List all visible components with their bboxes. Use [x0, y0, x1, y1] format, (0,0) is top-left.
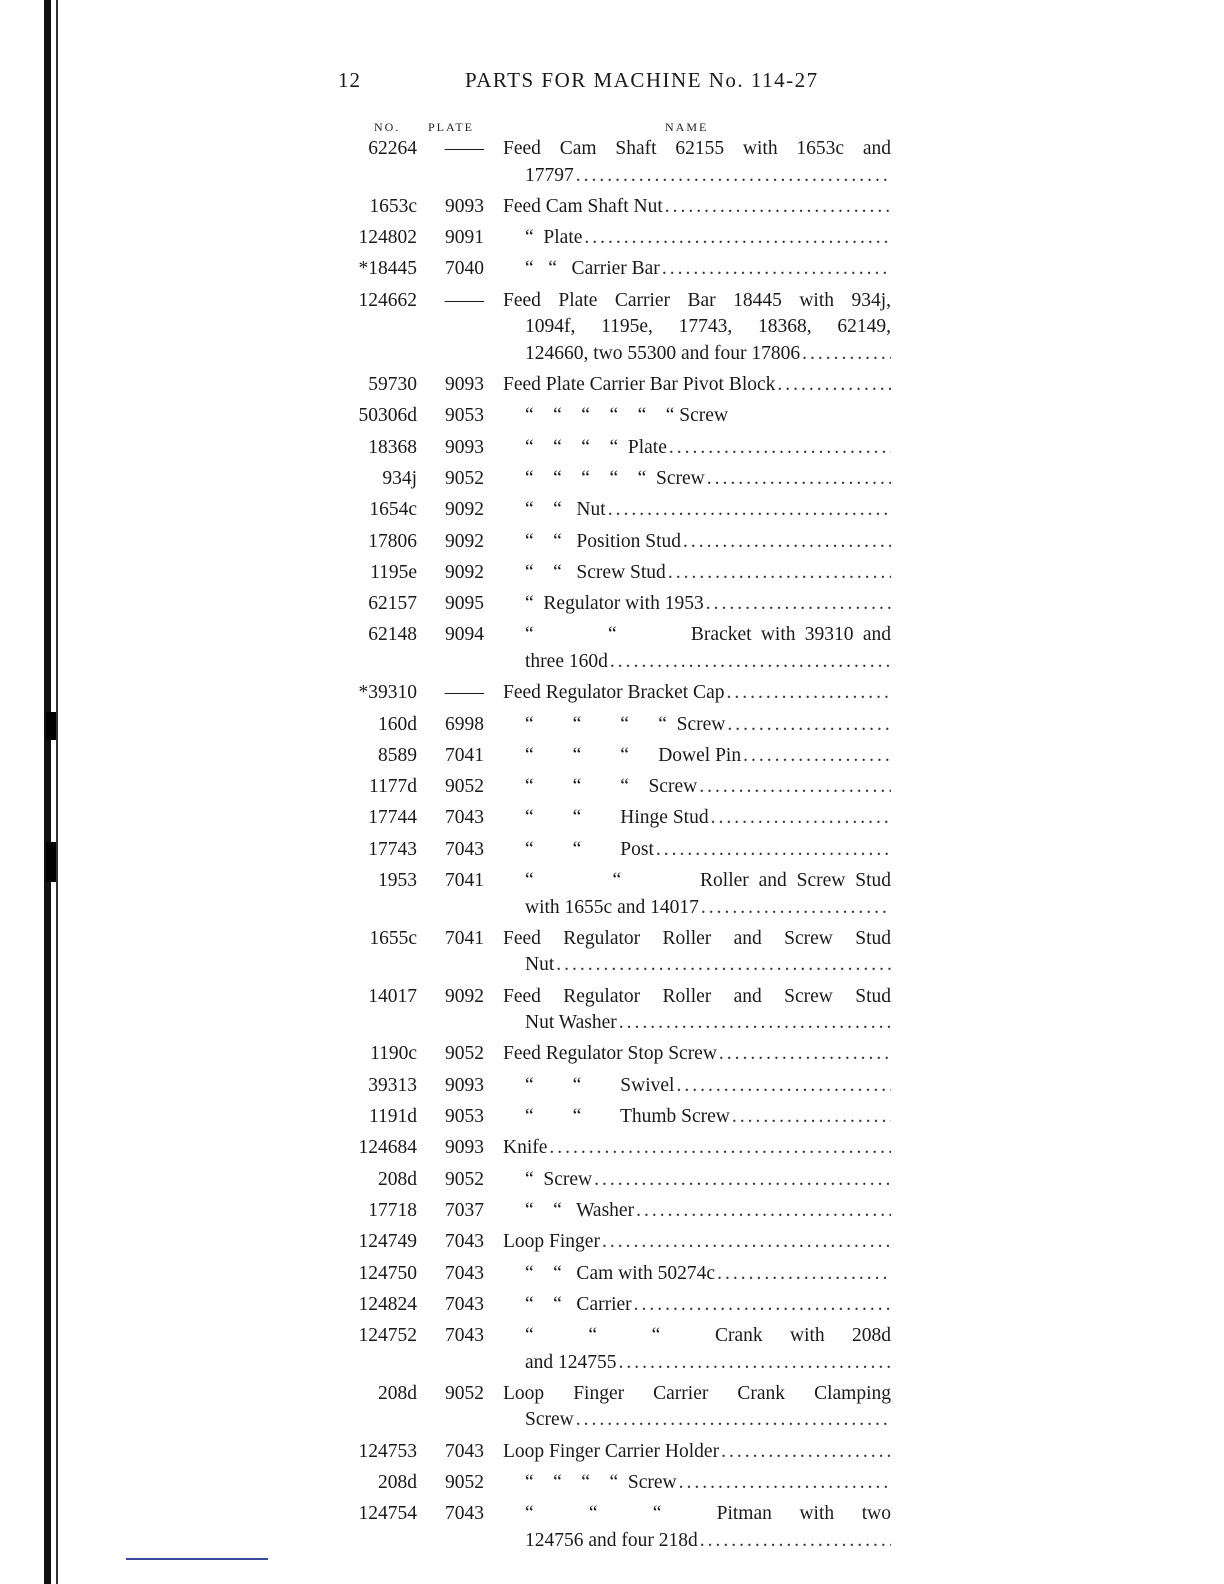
part-number: 934j: [382, 467, 417, 489]
part-name-line: “ “ Position Stud .....: [503, 529, 891, 556]
part-name: [503, 1229, 891, 1256]
plate-number: 7041: [445, 744, 484, 766]
part-name-line: with 1655c and 14017 .....: [503, 895, 891, 922]
leader-dots: [634, 1292, 891, 1319]
part-number: 1953: [378, 870, 417, 891]
part-name: [503, 1073, 891, 1100]
part-name: [503, 1439, 891, 1466]
part-number: 14017: [368, 985, 417, 1007]
part-name-line: “ “ Swivel .....: [503, 1073, 891, 1100]
part-name: [503, 1135, 891, 1162]
part-name-line: “ “ Thumb Screw .....: [503, 1104, 891, 1131]
part-name-line: “ “ Cam with 50274c .....: [503, 1261, 891, 1288]
plate-number: 7043: [445, 1503, 484, 1525]
plate-number: 9052: [445, 1382, 484, 1404]
leader-dots: [802, 341, 891, 368]
part-name: [503, 435, 891, 462]
leader-dots: [619, 1350, 891, 1377]
part-number: 124752: [358, 1325, 417, 1347]
part-name: [503, 1292, 891, 1319]
leader-dots: [706, 591, 891, 618]
plate-number: 9095: [445, 593, 484, 615]
leader-dots: [721, 1439, 891, 1466]
part-name: [503, 712, 891, 739]
part-number: 1653c: [369, 195, 417, 217]
part-name: [503, 622, 891, 675]
leader-dots: [727, 712, 891, 739]
part-number: 17718: [368, 1199, 417, 1221]
part-name-line: 17797 .....: [503, 163, 891, 190]
part-name: [503, 560, 891, 587]
part-number: 1190c: [370, 1043, 417, 1065]
leader-dots: [602, 1229, 891, 1256]
leader-dots: [610, 649, 891, 676]
part-number: 17743: [368, 838, 417, 860]
plate-number: 9052: [445, 1168, 484, 1190]
part-name: [503, 805, 891, 832]
page-title: PARTS FOR MACHINE No. 114-27: [465, 68, 819, 92]
plate-number: 7041: [445, 927, 484, 949]
scan-edge: [44, 0, 51, 1584]
part-name-line: Loop Finger Carrier Crank Clamping: [503, 1382, 891, 1404]
part-name-line: Nut Washer .....: [503, 1010, 891, 1037]
part-number: 124802: [358, 227, 417, 249]
part-name-line: Feed Cam Shaft Nut .....: [503, 194, 891, 221]
part-name-line: “ “ “ “ Screw .....: [503, 712, 891, 739]
part-number: 62264: [368, 138, 417, 159]
part-name: [503, 372, 891, 399]
footnote-rule: [126, 1558, 268, 1560]
part-name-line: “ “ “ “ Screw .....: [503, 1470, 891, 1497]
leader-dots: [726, 680, 891, 707]
part-number: 124662: [358, 289, 417, 311]
part-name-line: “ “ “ Pitman with two: [525, 1503, 891, 1525]
part-name-line: Feed Plate Carrier Bar Pivot Block .....: [503, 372, 891, 399]
part-number: 1191d: [368, 1106, 417, 1127]
part-name: [503, 591, 891, 618]
part-number: 124749: [358, 1231, 417, 1253]
leader-dots: [717, 1261, 891, 1288]
leader-dots: [584, 225, 891, 252]
part-number: 62157: [368, 593, 417, 615]
leader-dots: [707, 466, 891, 493]
part-name-line: “ “ “ Dowel Pin .....: [503, 743, 891, 770]
column-header-plate: PLATE: [428, 120, 474, 134]
plate-number: 9092: [445, 530, 484, 552]
leader-dots: [777, 372, 891, 399]
part-name: [503, 256, 891, 283]
plate-number: 9092: [445, 499, 484, 521]
part-name: [503, 1501, 891, 1554]
leader-dots: [556, 952, 891, 979]
part-name-line: “ “ “ “ “ “ Screw: [525, 405, 729, 427]
part-number: 208d: [378, 1472, 417, 1493]
part-number: 39313: [368, 1074, 417, 1096]
leader-dots: [576, 1407, 891, 1434]
plate-number: 9052: [445, 776, 484, 798]
plate-number: 9093: [445, 374, 484, 395]
part-number: 1177d: [368, 776, 417, 798]
part-name-line: “ “ Carrier Bar .....: [503, 256, 891, 283]
plate-number: 9091: [445, 227, 484, 249]
part-name: [503, 225, 891, 252]
part-name: [503, 1167, 891, 1194]
part-name-line: Feed Regulator Roller and Screw Stud: [503, 927, 891, 949]
plate-number: 7040: [445, 258, 484, 280]
leader-dots: [719, 1041, 891, 1068]
part-number: 59730: [368, 374, 417, 395]
part-name: [503, 466, 891, 493]
leader-dots: [662, 256, 891, 283]
part-name-line: “ “ Carrier .....: [503, 1292, 891, 1319]
part-name-line: three 160d .....: [503, 649, 891, 676]
leader-dots: [701, 895, 891, 922]
part-number: 50306d: [358, 405, 417, 427]
page-number: 12: [338, 68, 361, 92]
part-name: [503, 1198, 891, 1225]
leader-dots: [683, 529, 891, 556]
leader-dots: [669, 435, 891, 462]
part-name-line: “ “ “ Screw .....: [503, 774, 891, 801]
plate-number: 9092: [445, 985, 484, 1007]
part-name-line: “ “ Roller and Screw Stud: [525, 870, 891, 891]
part-name-line: Feed Regulator Roller and Screw Stud: [503, 985, 891, 1007]
part-name-line: 124660, two 55300 and four 17806 .....: [503, 341, 891, 368]
leader-dots: [619, 1010, 891, 1037]
part-name: [503, 926, 891, 979]
leader-dots: [665, 194, 891, 221]
part-number: 17806: [368, 530, 417, 552]
part-number: *18445: [358, 258, 417, 280]
leader-dots: [699, 774, 891, 801]
part-name-line: Nut .....: [503, 952, 891, 979]
plate-number: 7043: [445, 838, 484, 860]
part-name-line: Screw .....: [503, 1407, 891, 1434]
part-name-line: “ “ “ “ “ Screw .....: [503, 466, 891, 493]
leader-dots: [636, 1198, 891, 1225]
plate-number: 7041: [445, 870, 484, 891]
part-number: 18368: [368, 436, 417, 458]
part-number: 62148: [368, 624, 417, 646]
part-name-line: “ “ “ Crank with 208d: [525, 1325, 891, 1347]
leader-dots: [656, 837, 891, 864]
plate-number: 9093: [445, 1137, 484, 1159]
plate-number: 9092: [445, 561, 484, 583]
part-name: [503, 680, 891, 707]
part-name: [503, 837, 891, 864]
plate-number: 7037: [445, 1199, 484, 1221]
plate-number: 7043: [445, 1440, 484, 1462]
part-name: [503, 984, 891, 1037]
part-name-line: “ “ Screw Stud .....: [503, 560, 891, 587]
part-number: 124750: [358, 1262, 417, 1284]
part-number: 124753: [358, 1440, 417, 1462]
plate-number: 9093: [445, 195, 484, 217]
plate-number: 9053: [445, 405, 484, 427]
part-name: [503, 868, 891, 921]
plate-number: ——: [445, 289, 484, 311]
leader-dots: [668, 560, 891, 587]
plate-number: 9052: [445, 467, 484, 489]
part-number: 1654c: [369, 499, 417, 521]
part-name-line: “ “ Nut .....: [503, 497, 891, 524]
part-name-line: “ “ Washer .....: [503, 1198, 891, 1225]
leader-dots: [608, 497, 891, 524]
part-number: 208d: [378, 1168, 417, 1190]
part-number: 124684: [358, 1137, 417, 1159]
part-name-line: and 124755 .....: [503, 1350, 891, 1377]
plate-number: 9052: [445, 1043, 484, 1065]
part-name-line: 1094f, 1195e, 17743, 18368, 62149,: [525, 316, 891, 338]
leader-dots: [743, 743, 891, 770]
part-number: 8589: [378, 744, 417, 766]
leader-dots: [732, 1104, 891, 1131]
plate-number: 6998: [445, 713, 484, 735]
column-header-name: NAME: [665, 120, 709, 134]
part-name: [503, 774, 891, 801]
scan-edge-mark: [46, 712, 56, 740]
part-name: [503, 288, 891, 368]
part-name: [503, 136, 891, 189]
part-name: [503, 497, 891, 524]
part-number: 17744: [368, 807, 417, 829]
part-number: 124824: [358, 1293, 417, 1315]
leader-dots: [576, 163, 891, 190]
leader-dots: [594, 1167, 891, 1194]
part-name: [503, 1261, 891, 1288]
part-number: 124754: [358, 1503, 417, 1525]
part-name: [503, 1104, 891, 1131]
plate-number: 9093: [445, 1074, 484, 1096]
part-number: 160d: [378, 713, 417, 735]
leader-dots: [711, 805, 891, 832]
page-header: [338, 68, 858, 100]
plate-number: ——: [445, 682, 484, 704]
leader-dots: [700, 1528, 891, 1555]
plate-number: 7043: [445, 807, 484, 829]
part-name: [503, 1041, 891, 1068]
part-name: [503, 403, 891, 430]
part-name-line: “ “ Post .....: [503, 837, 891, 864]
plate-number: 9053: [445, 1106, 484, 1127]
plate-number: 7043: [445, 1262, 484, 1284]
part-name-line: “ Plate .....: [503, 225, 891, 252]
plate-number: 9052: [445, 1472, 484, 1493]
plate-number: 7043: [445, 1325, 484, 1347]
part-name-line: Feed Regulator Stop Screw .....: [503, 1041, 891, 1068]
part-name-line: 124756 and four 218d .....: [503, 1528, 891, 1555]
part-name: [503, 743, 891, 770]
part-name-line: “ Regulator with 1953 .....: [503, 591, 891, 618]
scan-edge-thin: [56, 0, 58, 1584]
scan-edge-mark: [46, 842, 56, 882]
part-name-line: “ “ Hinge Stud .....: [503, 805, 891, 832]
part-name: [503, 529, 891, 556]
leader-dots: [679, 1470, 891, 1497]
plate-number: 9094: [445, 624, 484, 646]
part-name: [503, 1470, 891, 1497]
part-number: *39310: [358, 682, 417, 704]
part-number: 1195e: [370, 561, 417, 583]
column-header-no: NO.: [374, 120, 401, 134]
part-name-line: Loop Finger Carrier Holder .....: [503, 1439, 891, 1466]
plate-number: 7043: [445, 1293, 484, 1315]
part-name-line: Loop Finger .....: [503, 1229, 891, 1256]
leader-dots: [676, 1073, 891, 1100]
part-name-line: Knife .....: [503, 1135, 891, 1162]
plate-number: 9093: [445, 436, 484, 458]
part-name-line: “ “ Bracket with 39310 and: [525, 624, 891, 646]
part-name: [503, 194, 891, 221]
part-name-line: Feed Regulator Bracket Cap .....: [503, 680, 891, 707]
part-number: 1655c: [369, 927, 417, 949]
part-name-line: Feed Cam Shaft 62155 with 1653c and: [503, 138, 891, 159]
leader-dots: [549, 1135, 891, 1162]
part-name: [503, 1381, 891, 1434]
part-name: [503, 1323, 891, 1376]
plate-number: ——: [445, 138, 484, 159]
part-name-line: “ Screw .....: [503, 1167, 891, 1194]
plate-number: 7043: [445, 1231, 484, 1253]
part-number: 208d: [378, 1382, 417, 1404]
part-name-line: “ “ “ “ Plate .....: [503, 435, 891, 462]
part-name-line: Feed Plate Carrier Bar 18445 with 934j,: [503, 289, 891, 311]
